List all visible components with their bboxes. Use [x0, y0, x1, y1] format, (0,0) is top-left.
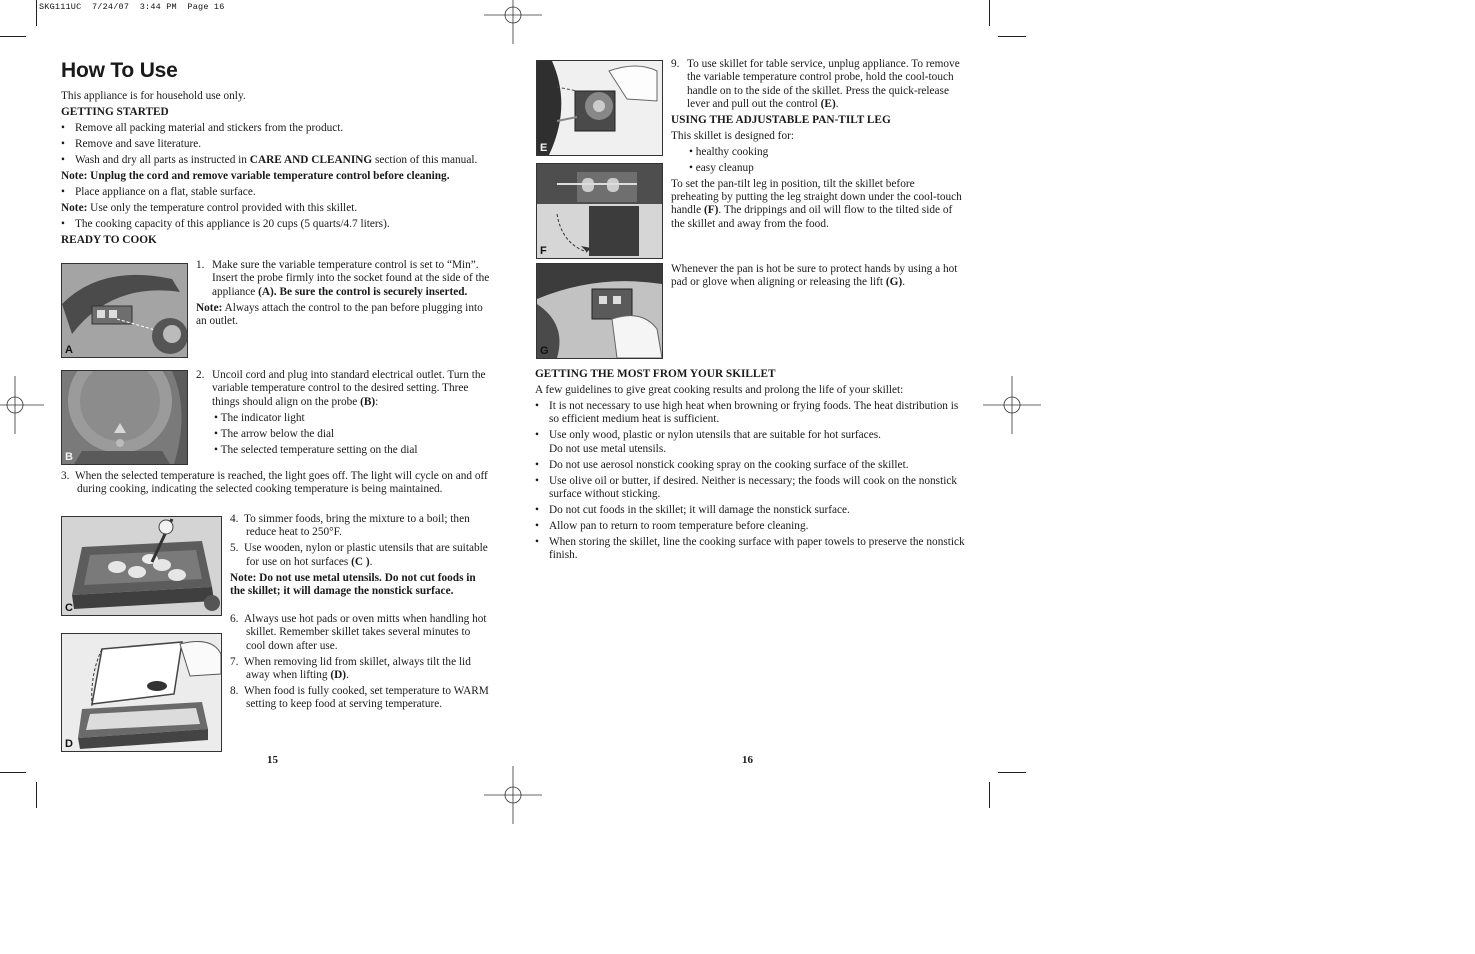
step-1: 1. Make sure the variable temperature control is set to “Min”. Insert the probe firmly into the socket found at the side of the appliance (A). Be sure the control is securely inserted. Note: Always attach the control to the pan before plugging into an outlet.: [196, 259, 490, 327]
figure-label: B: [65, 451, 73, 463]
registration-mark-icon: [484, 766, 542, 824]
list-item: • Place appliance on a flat, stable surface.: [61, 185, 256, 198]
crop-mark: [36, 782, 37, 808]
list-item: • Use only wood, plastic or nylon utensils that are suitable for hot surfaces. Do not use metal utensils.: [535, 429, 881, 455]
left-page-top: [61, 59, 501, 250]
crop-mark: [0, 36, 26, 37]
note-metal-utensils: Note: Do not use metal utensils. Do not cut foods in the skillet; it will damage the nonstick surface.: [230, 571, 476, 597]
figure-e-image: [536, 60, 663, 156]
figure-f-image: [536, 163, 663, 259]
list-item: • The arrow below the dial: [214, 427, 335, 440]
step-9-and-leg: 9. To use skillet for table service, unplug appliance. To remove the variable temperature control probe, hold the cool-touch handle on to the side of the skillet. Press the quick-release lever and pull out the control (E). USING THE ADJUSTABLE PAN-TILT LEG This skillet is designed for: • healthy cooking • easy cleanup To set the pan-tilt leg in position, tilt the skillet before preheating by putting the leg straight down under the cool-touch handle (F). The drippings and oil will flow to the tilted side of the skillet and away from the food.: [671, 58, 962, 230]
list-item: • Remove all packing material and stickers from the product.: [61, 121, 344, 134]
list-item: • When storing the skillet, line the cooking surface with paper towels to preserve the nonstick finish.: [535, 535, 965, 562]
list-item: • Do not use aerosol nonstick cooking spray on the cooking surface of the skillet.: [535, 458, 909, 471]
steps-6-8: 6. Always use hot pads or oven mitts when handling hot skillet. Remember skillet takes several minutes to cool down after use. 7. When removing lid from skillet, always tilt the lid away when lifting (D). 8. When food is fully cooked, set temperature to WARM setting to keep food at serving temperature.: [230, 613, 489, 711]
crop-mark: [998, 36, 1026, 37]
figure-a-image: [61, 263, 188, 358]
note-temperature-control: Note: Use only the temperature control provided with this skillet.: [61, 201, 358, 214]
list-item: • Remove and save literature.: [61, 137, 202, 150]
getting-the-most-intro: A few guidelines to give great cooking results and prolong the life of your skillet:: [535, 383, 904, 396]
intro-text: This appliance is for household use only.: [61, 90, 246, 102]
getting-started-heading: GETTING STARTED: [61, 105, 169, 118]
list-item: • easy cleanup: [689, 161, 754, 174]
figure-g-image: [536, 263, 663, 359]
figure-label: A: [65, 344, 73, 356]
leg-intro: This skillet is designed for:: [671, 129, 794, 142]
pan-tilt-leg-heading: USING THE ADJUSTABLE PAN-TILT LEG: [671, 113, 891, 126]
figure-label: E: [540, 142, 548, 154]
registration-mark-icon: [983, 376, 1041, 434]
crop-mark: [998, 772, 1026, 773]
registration-mark-icon: [0, 376, 44, 434]
hot-pan-warning: Whenever the pan is hot be sure to protect hands by using a hot pad or glove when aligning or releasing the lift (G).: [671, 263, 958, 289]
step-3: 3. When the selected temperature is reached, the light goes off. The light will cycle on and off during cooking, indicating the selected cooking temperature is being maintained.: [61, 470, 488, 496]
crop-mark: [989, 782, 990, 808]
list-item: • Do not cut foods in the skillet; it will damage the nonstick surface.: [535, 503, 850, 516]
page-title: How To Use: [61, 59, 178, 82]
list-item: • Use olive oil or butter, if desired. Neither is necessary; the foods will cook on the nonstick surface without sticking.: [535, 474, 958, 500]
crop-mark: [36, 0, 37, 26]
ready-to-cook-heading: READY TO COOK: [61, 233, 157, 246]
list-item: • Wash and dry all parts as instructed in CARE AND CLEANING section of this manual.: [61, 153, 478, 166]
page-number-right: 16: [742, 754, 753, 766]
figure-label: F: [540, 245, 547, 257]
step-1-note: Note: Always attach the control to the pan before plugging into an outlet.: [196, 301, 483, 327]
leg-instructions: To set the pan-tilt leg in position, tilt the skillet before preheating by putting the leg straight down under the cool-touch handle (F). The drippings and oil will flow to the tilted side of the skillet and away from the food.: [671, 177, 962, 230]
getting-the-most-section: [535, 368, 971, 565]
figure-label: C: [65, 602, 73, 614]
list-item: • healthy cooking: [689, 145, 769, 158]
list-item: • The indicator light: [214, 411, 305, 424]
page-number-left: 15: [267, 754, 278, 766]
list-item: • The selected temperature setting on the dial: [214, 443, 418, 456]
note-unplug: Note: Unplug the cord and remove variable temperature control before cleaning.: [61, 169, 450, 182]
crop-mark: [989, 0, 990, 26]
registration-mark-icon: [484, 0, 542, 44]
crop-mark: [0, 772, 26, 773]
getting-the-most-heading: GETTING THE MOST FROM YOUR SKILLET: [535, 368, 776, 380]
figure-label: G: [540, 345, 549, 357]
step-2: 2. Uncoil cord and plug into standard electrical outlet. Turn the variable temperature control to the desired setting. Three things should align on the probe (B): • The indicator light • The arrow below the dial • The selected temperature setting on the dial: [196, 369, 491, 460]
figure-d-image: [61, 633, 222, 752]
figure-c-image: [61, 516, 222, 616]
figure-b-image: [61, 370, 188, 465]
figure-label: D: [65, 738, 73, 750]
list-item: • Allow pan to return to room temperature before cleaning.: [535, 519, 809, 532]
list-item: • It is not necessary to use high heat when browning or frying foods. The heat distribution is so efficient medium heat is sufficient.: [535, 399, 959, 426]
list-item: • The cooking capacity of this appliance is 20 cups (5 quarts/4.7 liters).: [61, 217, 390, 230]
print-slug: SKG111UC 7/24/07 3:44 PM Page 16: [39, 2, 225, 12]
steps-4-5: 4. To simmer foods, bring the mixture to a boil; then reduce heat to 250°F. 5. Use wooden, nylon or plastic utensils that are suitable for use on hot surfaces (C ). Note: Do not use metal utensils. Do not cut foods in the skillet; it will damage the nonstick surface.: [230, 513, 490, 601]
